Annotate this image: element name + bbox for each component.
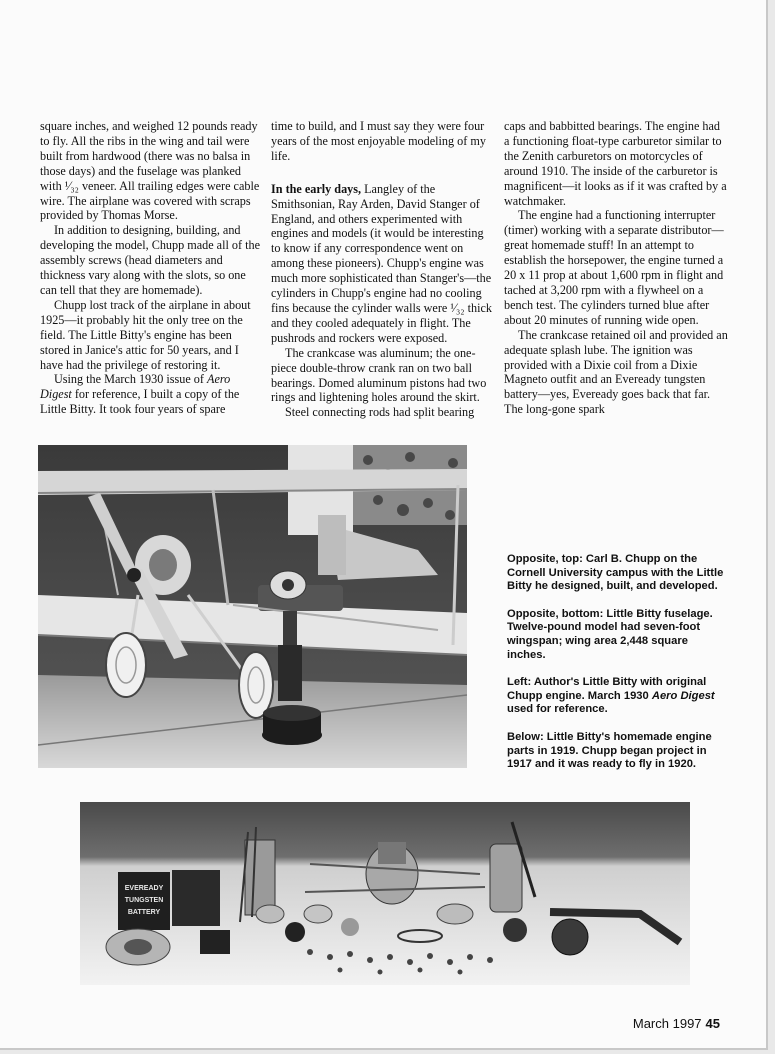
paragraph — [271, 182, 493, 346]
paragraph: square inches, and weighed 12 pounds ready to fly. All the ribs in the wing and tail were built from hardwood (there was no balsa in those days) and the fuselage was planked with ¹⁄₃₂ veneer. All trailing edges were cable wire. The airplane was covered with scraps provided by Thomas Morse. — [40, 119, 260, 223]
paragraph-text: Using the March 1930 issue of — [54, 372, 207, 387]
paragraph: time to build, and I must say they were four years of the most enjoyable modeling of my life. — [271, 119, 486, 163]
paragraph-text: Langley of the Smithsonian, Ray Arden, David Stanger of England, and others experimented with engines and models (it would be interesting to know if any correspondence went on among these pioneers). Chupp's engine was much more sophisticated than Stanger's—the cylinders in Chupp's engine had no cooling fins because the cylinder walls were ¹⁄₃₂ thick and they cooled adequately in flight. The pushrods and rockers were exposed. — [271, 181, 492, 345]
svg-text:BATTERY: BATTERY — [127, 909, 161, 916]
engine-parts-image — [80, 802, 690, 985]
page-number: 45 — [705, 1016, 720, 1031]
caption-opposite-bottom: Opposite, bottom: Little Bitty fuselage. Twelve-pound model had seven-foot wingspan; wing area 2,448 square inches. — [507, 607, 713, 661]
publication-title: Aero Digest — [40, 372, 231, 402]
photo-captions — [507, 553, 727, 786]
caption-text: Left: Author's Little Bitty with original Chupp engine. March 1930 — [507, 676, 707, 702]
paragraph: In addition to designing, building, and developing the model, Chupp made all of the assembly screws (head diameters and thickness vary along with the slots, so one can tell that they are homemade). — [40, 223, 260, 297]
engine-parts-photo — [80, 802, 690, 985]
paragraph: caps and babbitted bearings. The engine had a functioning float-type carburetor similar to the Zenith carburetors on motorcycles of around 1910. The inside of the carburetor is magnificent—it looks as if it was crafted by a watchmaker. — [504, 119, 727, 208]
biplane-model-photo — [38, 445, 467, 768]
caption-text: used for reference. — [507, 703, 608, 716]
paragraph-text: for reference, I built a copy of the Little Bitty. It took four years of spare — [40, 387, 240, 417]
caption-opposite-top: Opposite, top: Carl B. Chupp on the Cornell University campus with the Little Bitty he designed, built, and developed. — [507, 553, 724, 593]
text-column-2 — [271, 119, 493, 420]
page-footer — [633, 1016, 720, 1031]
paragraph: The crankcase retained oil and provided an adequate splash lube. The ignition was provided with a Dixie coil from a Dixie Magneto outfit and an Eveready tungsten battery—yes, Eveready goes back that far. The long-gone spark — [504, 327, 728, 417]
biplane-model-image — [38, 445, 467, 768]
text-column-1 — [40, 119, 262, 417]
svg-text:TUNGSTEN: TUNGSTEN — [124, 897, 164, 904]
paragraph: Steel connecting rods had split bearing — [285, 405, 475, 420]
text-column-3 — [504, 119, 728, 417]
svg-text:EVEREADY: EVEREADY — [124, 885, 164, 892]
section-lead-in: In the early days, — [271, 181, 362, 196]
caption-below: Below: Little Bitty's homemade engine parts in 1919. Chupp began project in 1917 and it was ready to fly in 1920. — [507, 730, 712, 771]
paragraph: The crankcase was aluminum; the one-piece double-throw crank ran on two ball bearings. Domed aluminum pistons had two rings and lightening holes around the skirt. — [271, 345, 487, 405]
paragraph — [40, 372, 262, 417]
paragraph: Chupp lost track of the airplane in about 1925—it probably hit the only tree on the field. The Little Bitty's engine has been stored in Janice's attic for 50 years, and I have had the privilege of restoring it. — [40, 297, 251, 372]
publication-title: Aero Digest — [651, 689, 715, 702]
caption-left — [507, 676, 727, 717]
issue-date: March 1997 — [632, 1016, 702, 1031]
paragraph: The engine had a functioning interrupter (timer) working with a separate distributor—great homemade stuff! In an attempt to establish the horsepower, the engine turned a 20 x 11 prop at about 1,600 rpm in flight and tached at 3,200 rpm with a flywheel on a bench test. The cylinders turned blue after about 20 minutes of running wide open. — [504, 208, 724, 327]
